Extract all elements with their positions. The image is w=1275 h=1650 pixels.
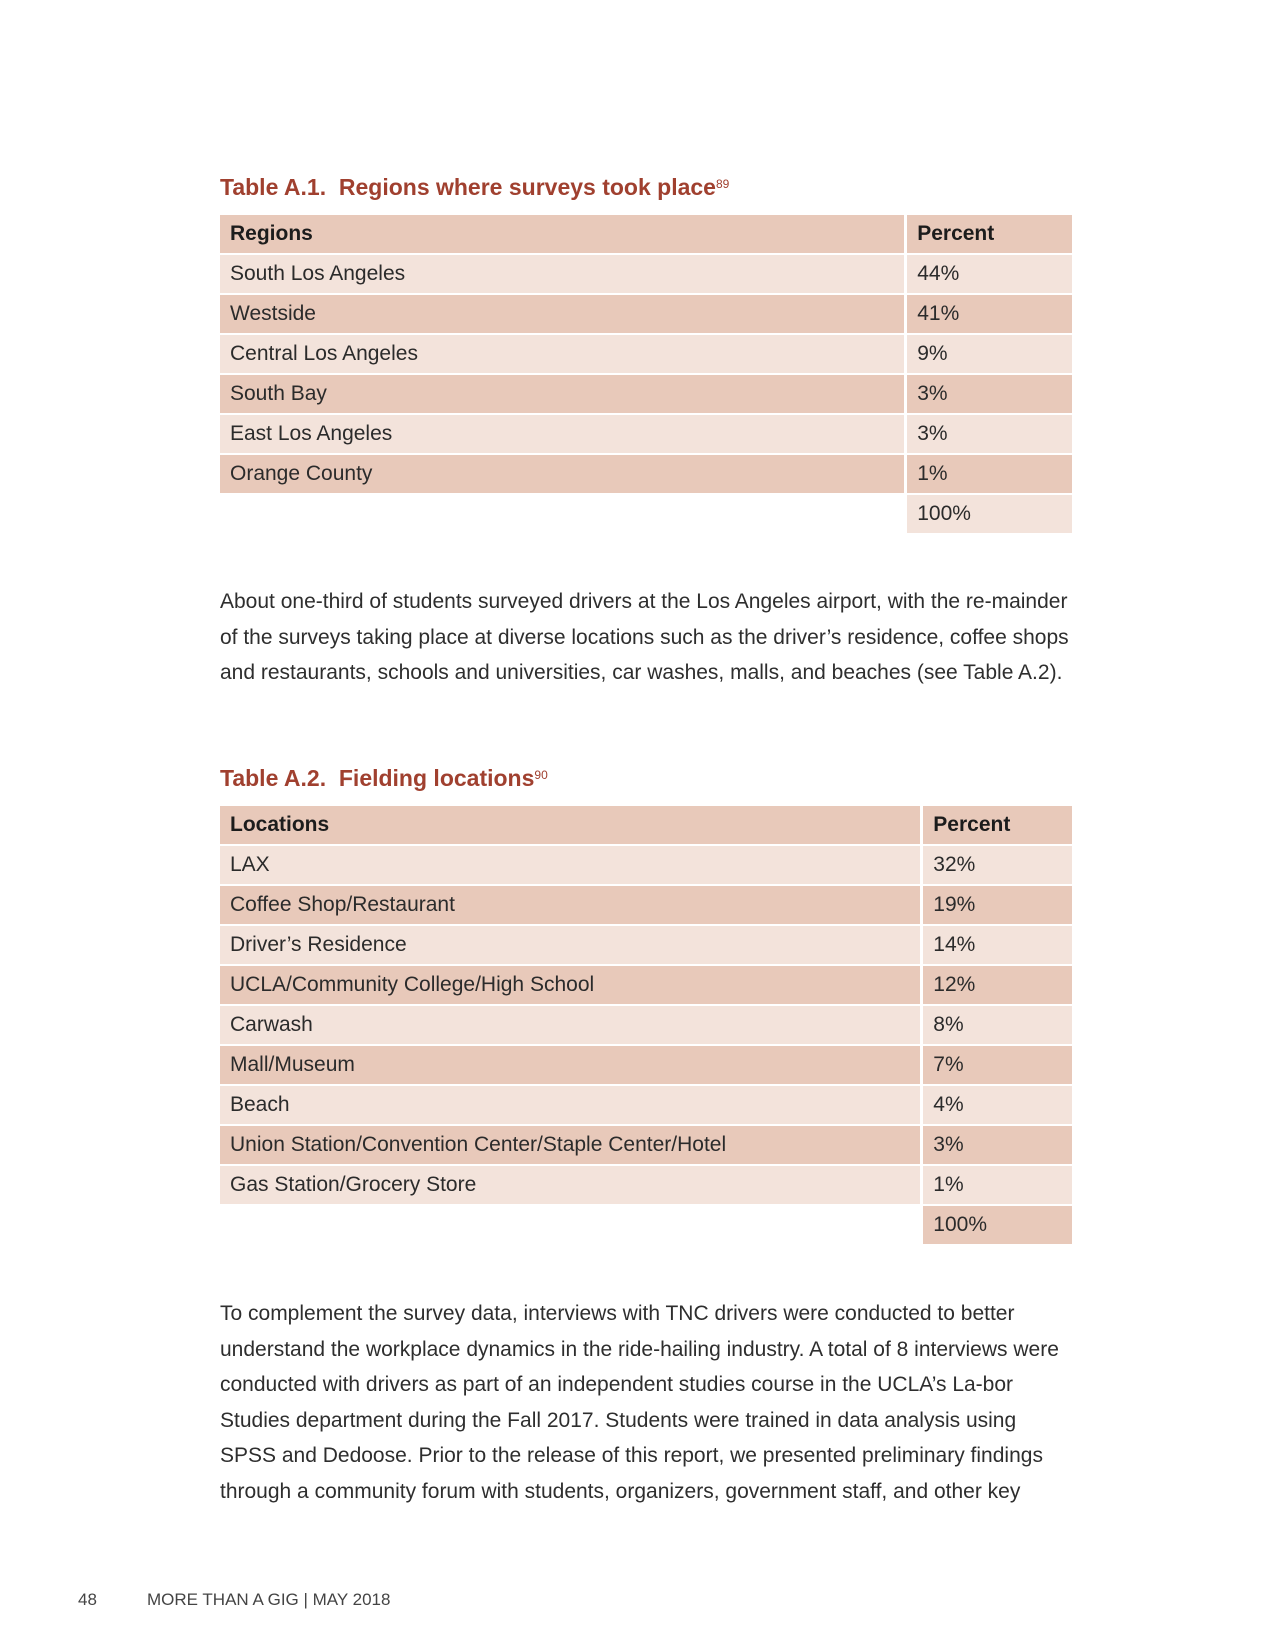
row-label: Gas Station/Grocery Store xyxy=(220,1166,920,1204)
paragraph-1: About one-third of students surveyed drivers at the Los Angeles airport, with the re-mainder of the surveys taking place at diverse locations such as the driver’s residence, coffee shops and restaurants, schools and universities, car washes, malls, and beaches (see Table A.2). xyxy=(220,590,1069,684)
table-row xyxy=(220,966,1072,1004)
row-percent: 41% xyxy=(907,295,1072,333)
row-percent: 3% xyxy=(907,415,1072,453)
table-header-row xyxy=(220,215,1072,253)
table-row xyxy=(220,1086,1072,1124)
row-percent: 3% xyxy=(923,1126,1072,1164)
table-a2-section xyxy=(220,763,1072,1246)
row-label: Orange County xyxy=(220,455,904,493)
row-percent: 9% xyxy=(907,335,1072,373)
row-label: Driver’s Residence xyxy=(220,926,920,964)
table-a2-caption: Fielding locations xyxy=(338,765,535,791)
table-row xyxy=(220,295,1072,333)
table-row xyxy=(220,455,1072,493)
row-percent: 32% xyxy=(923,846,1072,884)
table-a1 xyxy=(217,213,1075,535)
table-row xyxy=(220,846,1072,884)
table-a1-label: Table A.1. xyxy=(220,174,327,200)
row-label: Westside xyxy=(220,295,904,333)
row-percent: 14% xyxy=(923,926,1072,964)
table-row xyxy=(220,1126,1072,1164)
column-header-percent: Percent xyxy=(923,806,1072,844)
row-label: UCLA/Community College/High School xyxy=(220,966,920,1004)
total-percent: 100% xyxy=(923,1206,1072,1244)
page-number: 48 xyxy=(78,1590,97,1609)
table-a1-body xyxy=(220,215,1072,533)
table-a2 xyxy=(217,804,1075,1246)
total-row-blank xyxy=(220,1206,920,1244)
table-a1-caption: Regions where surveys took place xyxy=(338,174,716,200)
table-a1-title xyxy=(220,172,1072,202)
table-row xyxy=(220,886,1072,924)
table-row xyxy=(220,335,1072,373)
row-percent: 3% xyxy=(907,375,1072,413)
column-header-name: Regions xyxy=(220,215,904,253)
row-label: Coffee Shop/Restaurant xyxy=(220,886,920,924)
row-label: South Los Angeles xyxy=(220,255,904,293)
column-header-percent: Percent xyxy=(907,215,1072,253)
total-row xyxy=(220,1206,1072,1244)
row-percent: 8% xyxy=(923,1006,1072,1044)
row-percent: 44% xyxy=(907,255,1072,293)
table-a2-body xyxy=(220,806,1072,1244)
row-percent: 1% xyxy=(907,455,1072,493)
table-row xyxy=(220,415,1072,453)
row-label: LAX xyxy=(220,846,920,884)
row-label: South Bay xyxy=(220,375,904,413)
table-a2-title xyxy=(220,763,1072,793)
table-a2-footnote: 90 xyxy=(534,768,548,782)
table-row xyxy=(220,375,1072,413)
row-label: East Los Angeles xyxy=(220,415,904,453)
row-percent: 1% xyxy=(923,1166,1072,1204)
row-percent: 12% xyxy=(923,966,1072,1004)
row-label: Beach xyxy=(220,1086,920,1124)
table-header-row xyxy=(220,806,1072,844)
table-row xyxy=(220,1006,1072,1044)
table-a1-footnote: 89 xyxy=(715,177,730,191)
row-label: Union Station/Convention Center/Staple Center/Hotel xyxy=(220,1126,920,1164)
total-row-blank xyxy=(220,495,904,533)
table-a1-section xyxy=(220,172,1072,535)
row-label: Mall/Museum xyxy=(220,1046,920,1084)
table-row xyxy=(220,1046,1072,1084)
row-percent: 4% xyxy=(923,1086,1072,1124)
table-a2-label: Table A.2. xyxy=(220,765,327,791)
column-header-name: Locations xyxy=(220,806,920,844)
paragraph-2: To complement the survey data, interviews with TNC drivers were conducted to better understand the workplace dynamics in the ride-hailing industry. A total of 8 interviews were conducted with drivers as part of an independent studies course in the UCLA’s La-bor Studies department during the Fall 2017. Students were trained in data analysis using SPSS and Dedoose. Prior to the release of this report, we presented preliminary findings through a community forum with students, organizers, government staff, and other key xyxy=(220,1302,1059,1503)
publication-footer: MORE THAN A GIG | MAY 2018 xyxy=(147,1590,391,1609)
total-row xyxy=(220,495,1072,533)
row-label: Carwash xyxy=(220,1006,920,1044)
table-row xyxy=(220,926,1072,964)
table-row xyxy=(220,1166,1072,1204)
row-percent: 19% xyxy=(923,886,1072,924)
table-row xyxy=(220,255,1072,293)
row-percent: 7% xyxy=(923,1046,1072,1084)
total-percent: 100% xyxy=(907,495,1072,533)
row-label: Central Los Angeles xyxy=(220,335,904,373)
